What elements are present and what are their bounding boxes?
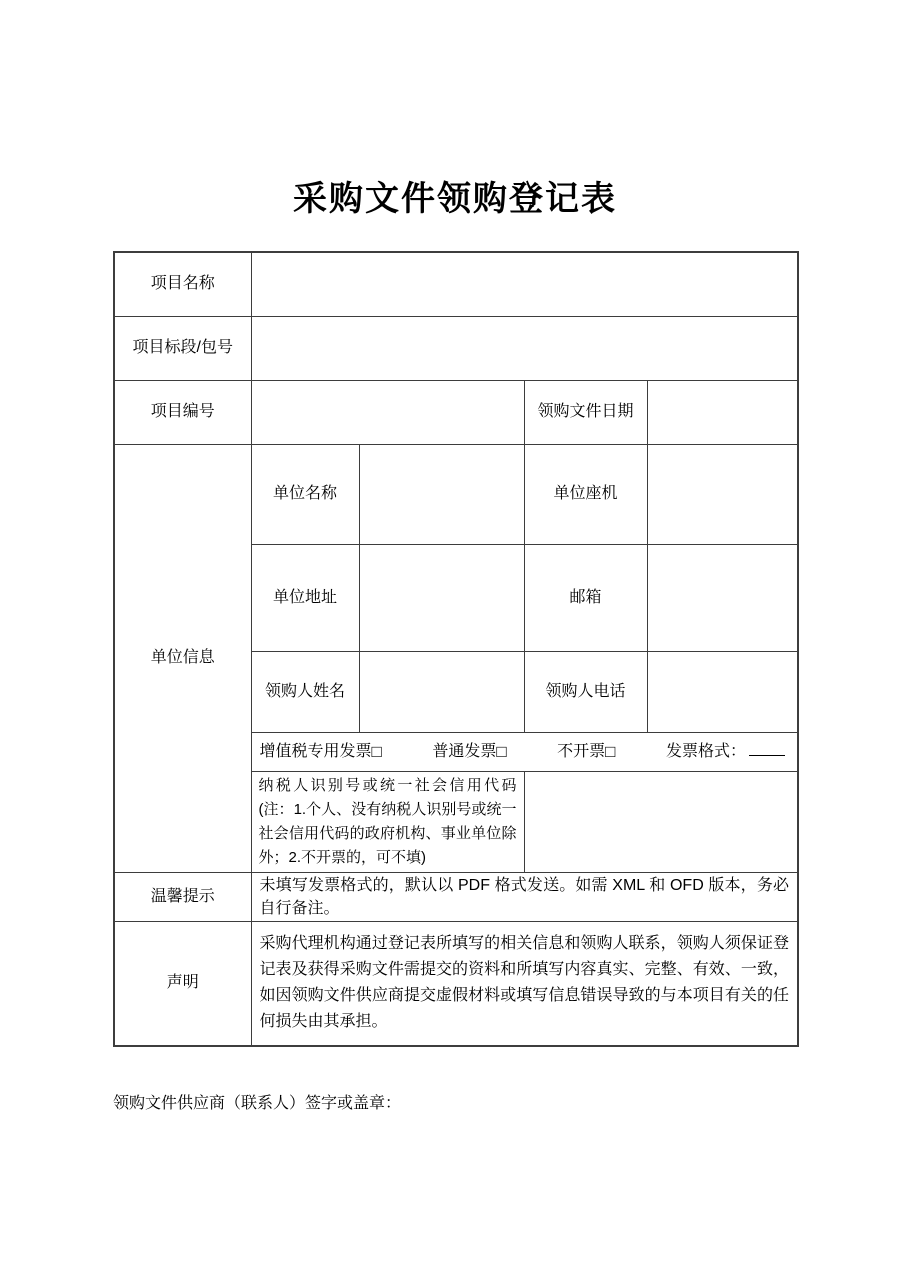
ordinary-invoice-option	[432, 741, 506, 763]
table-row	[114, 921, 798, 1046]
unit-name-label: 单位名称	[251, 444, 359, 544]
no-invoice-label: 不开票	[557, 742, 606, 760]
project-name-label: 项目名称	[114, 252, 251, 316]
unit-landline-value[interactable]	[647, 444, 798, 544]
tax-id-label: 纳税人识别号或统一社会信用代码(注：1.个人、没有纳税人识别号或统一社会信用代码的政府机构、事业单位除外；2.不开票的，可不填)	[251, 771, 524, 872]
no-invoice-option	[557, 741, 615, 763]
document-content	[113, 0, 797, 1115]
purchaser-name-value[interactable]	[359, 651, 524, 732]
project-number-value[interactable]	[251, 380, 524, 444]
purchaser-phone-value[interactable]	[647, 651, 798, 732]
declaration-label: 声明	[114, 921, 251, 1046]
invoice-format-label: 发票格式：	[665, 742, 746, 760]
tips-text: 未填写发票格式的，默认以 PDF 格式发送。如需 XML 和 OFD 版本，务必自行备注。	[251, 872, 798, 921]
table-row	[114, 316, 798, 380]
project-name-value[interactable]	[251, 252, 798, 316]
vat-special-invoice-label: 增值税专用发票	[259, 742, 372, 760]
invoice-options	[256, 741, 794, 763]
unit-landline-label: 单位座机	[524, 444, 647, 544]
signature-line: 领购文件供应商（联系人）签字或盖章：	[113, 1095, 402, 1112]
tax-id-value[interactable]	[524, 771, 798, 872]
invoice-format-blank[interactable]	[749, 741, 785, 756]
unit-address-value[interactable]	[359, 544, 524, 651]
purchaser-phone-label: 领购人电话	[524, 651, 647, 732]
unit-name-value[interactable]	[359, 444, 524, 544]
page-title: 采购文件领购登记表	[293, 181, 617, 218]
vat-special-invoice-option	[260, 741, 382, 763]
table-row	[114, 444, 798, 544]
tips-label: 温馨提示	[114, 872, 251, 921]
table-row	[114, 252, 798, 316]
unit-info-label: 单位信息	[114, 444, 251, 872]
unit-address-label: 单位地址	[251, 544, 359, 651]
table-row	[114, 380, 798, 444]
project-number-label: 项目编号	[114, 380, 251, 444]
table-row	[114, 872, 798, 921]
purchase-date-label: 领购文件日期	[524, 380, 647, 444]
email-value[interactable]	[647, 544, 798, 651]
project-section-value[interactable]	[251, 316, 798, 380]
invoice-options-cell	[251, 732, 798, 771]
no-invoice-checkbox[interactable]: □	[605, 742, 616, 761]
registration-table	[113, 251, 799, 1047]
project-section-label: 项目标段/包号	[114, 316, 251, 380]
email-label: 邮箱	[524, 544, 647, 651]
ordinary-invoice-checkbox[interactable]: □	[496, 742, 507, 761]
ordinary-invoice-label: 普通发票	[432, 742, 497, 760]
invoice-format-group	[666, 741, 785, 763]
purchaser-name-label: 领购人姓名	[251, 651, 359, 732]
purchase-date-value[interactable]	[647, 380, 798, 444]
declaration-text: 采购代理机构通过登记表所填写的相关信息和领购人联系，领购人须保证登记表及获得采购文件需提交的资料和所填写内容真实、完整、有效、一致，如因领购文件供应商提交虚假材料或填写信息错误导致的与本项目有关的任何损失由其承担。	[251, 921, 798, 1046]
vat-special-invoice-checkbox[interactable]: □	[371, 742, 382, 761]
